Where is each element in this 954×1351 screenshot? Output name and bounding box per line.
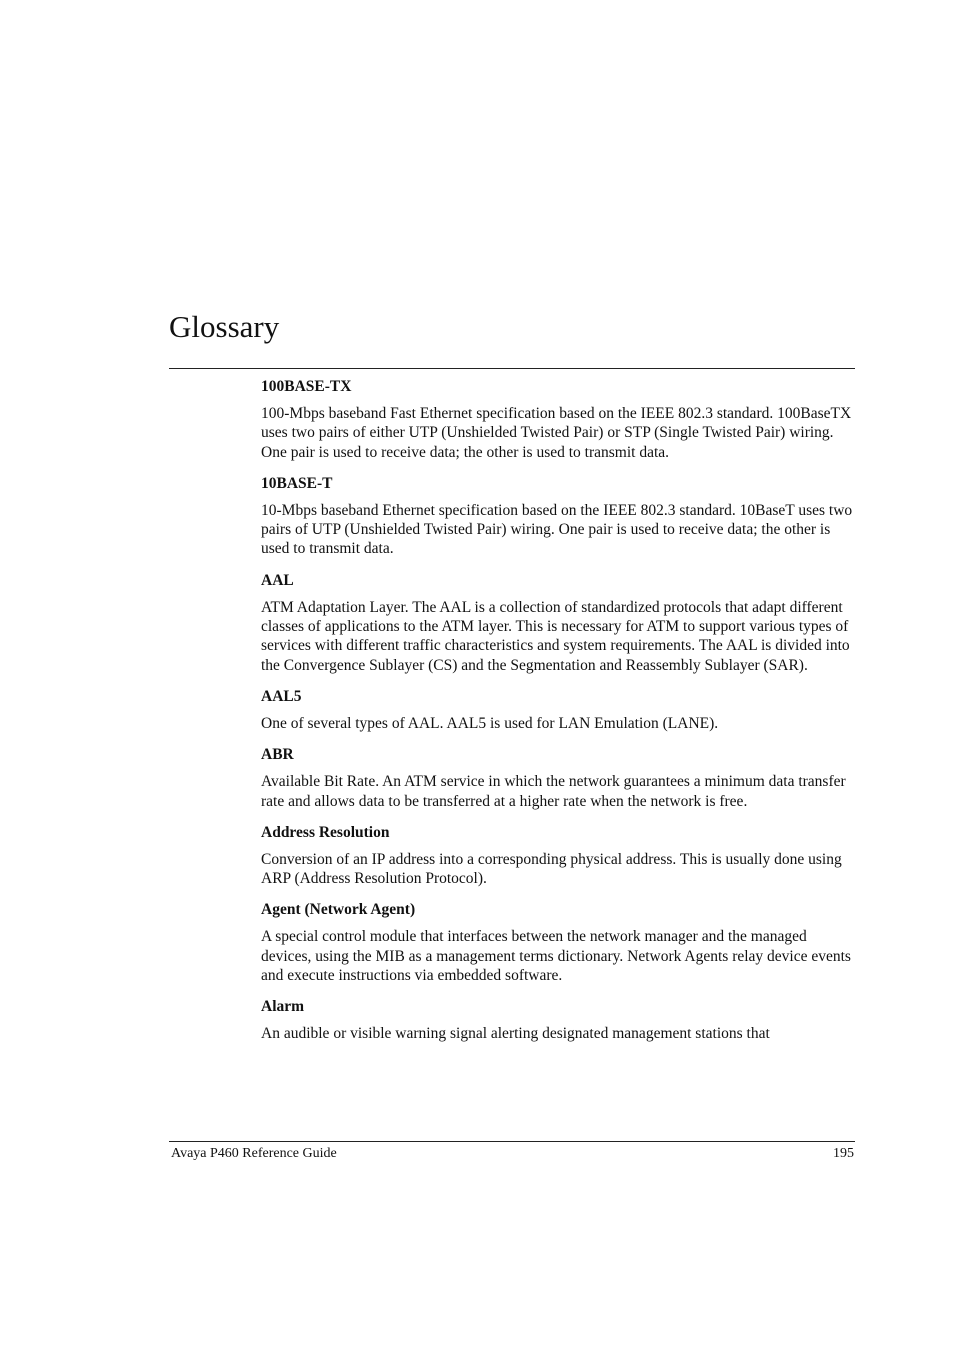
glossary-entry xyxy=(261,571,857,675)
footer-page-number: 195 xyxy=(833,1146,854,1161)
glossary-term: 10BASE-T xyxy=(261,474,333,492)
glossary-definition: Available Bit Rate. An ATM service in which the network guarantees a minimum data transfer rate and allows data to be transferred at a higher rate when the network is free. xyxy=(261,773,846,810)
glossary-term: Address Resolution xyxy=(261,823,390,841)
title-divider xyxy=(169,368,855,369)
glossary-term: AAL5 xyxy=(261,687,302,705)
glossary-definition: 100-Mbps baseband Fast Ethernet specification based on the IEEE 802.3 standard. 100BaseTX uses two pairs of either UTP (Unshielded Twisted Pair) or STP (Single Twisted Pair) wiring. One pair is used to receive data; the other is used to transmit data. xyxy=(261,405,852,461)
glossary-entry xyxy=(261,377,857,462)
footer-document-title: Avaya P460 Reference Guide xyxy=(171,1146,337,1161)
glossary-entries xyxy=(261,377,857,1056)
glossary-term: ABR xyxy=(261,746,294,764)
glossary-term: Agent (Network Agent) xyxy=(261,901,416,919)
glossary-term: AAL xyxy=(261,571,294,589)
glossary-definition: One of several types of AAL. AAL5 is used for LAN Emulation (LANE). xyxy=(261,714,719,732)
page-title: Glossary xyxy=(169,309,280,344)
glossary-entry xyxy=(261,474,857,559)
glossary-term: 100BASE-TX xyxy=(261,378,352,395)
glossary-entry xyxy=(261,900,857,985)
glossary-term: Alarm xyxy=(261,998,305,1016)
glossary-entry xyxy=(261,687,857,733)
glossary-entry xyxy=(261,997,857,1043)
glossary-definition: A special control module that interfaces between the network manager and the managed devices, using the MIB as a management terms dictionary. Network Agents relay device events and execute instructions via embedded software. xyxy=(261,928,851,985)
glossary-entry xyxy=(261,745,857,811)
footer-divider xyxy=(169,1141,855,1142)
glossary-entry xyxy=(261,823,857,889)
glossary-definition: ATM Adaptation Layer. The AAL is a collection of standardized protocols that adapt different classes of applications to the ATM layer. This is necessary for ATM to support various types of services with different traffic characteristics and system requirements. The AAL is divided into the Convergence Sublayer (CS) and the Segmentation and Reassembly Sublayer (SAR). xyxy=(261,598,850,674)
glossary-definition: An audible or visible warning signal alerting designated management stations that xyxy=(261,1025,770,1043)
glossary-definition: 10-Mbps baseband Ethernet specification based on the IEEE 802.3 standard. 10BaseT uses two pairs of UTP (Unshielded Twisted Pair) wiring. One pair is used to receive data; the other is used to transmit data. xyxy=(261,501,853,558)
glossary-definition: Conversion of an IP address into a corresponding physical address. This is usually done using ARP (Address Resolution Protocol). xyxy=(261,850,842,888)
